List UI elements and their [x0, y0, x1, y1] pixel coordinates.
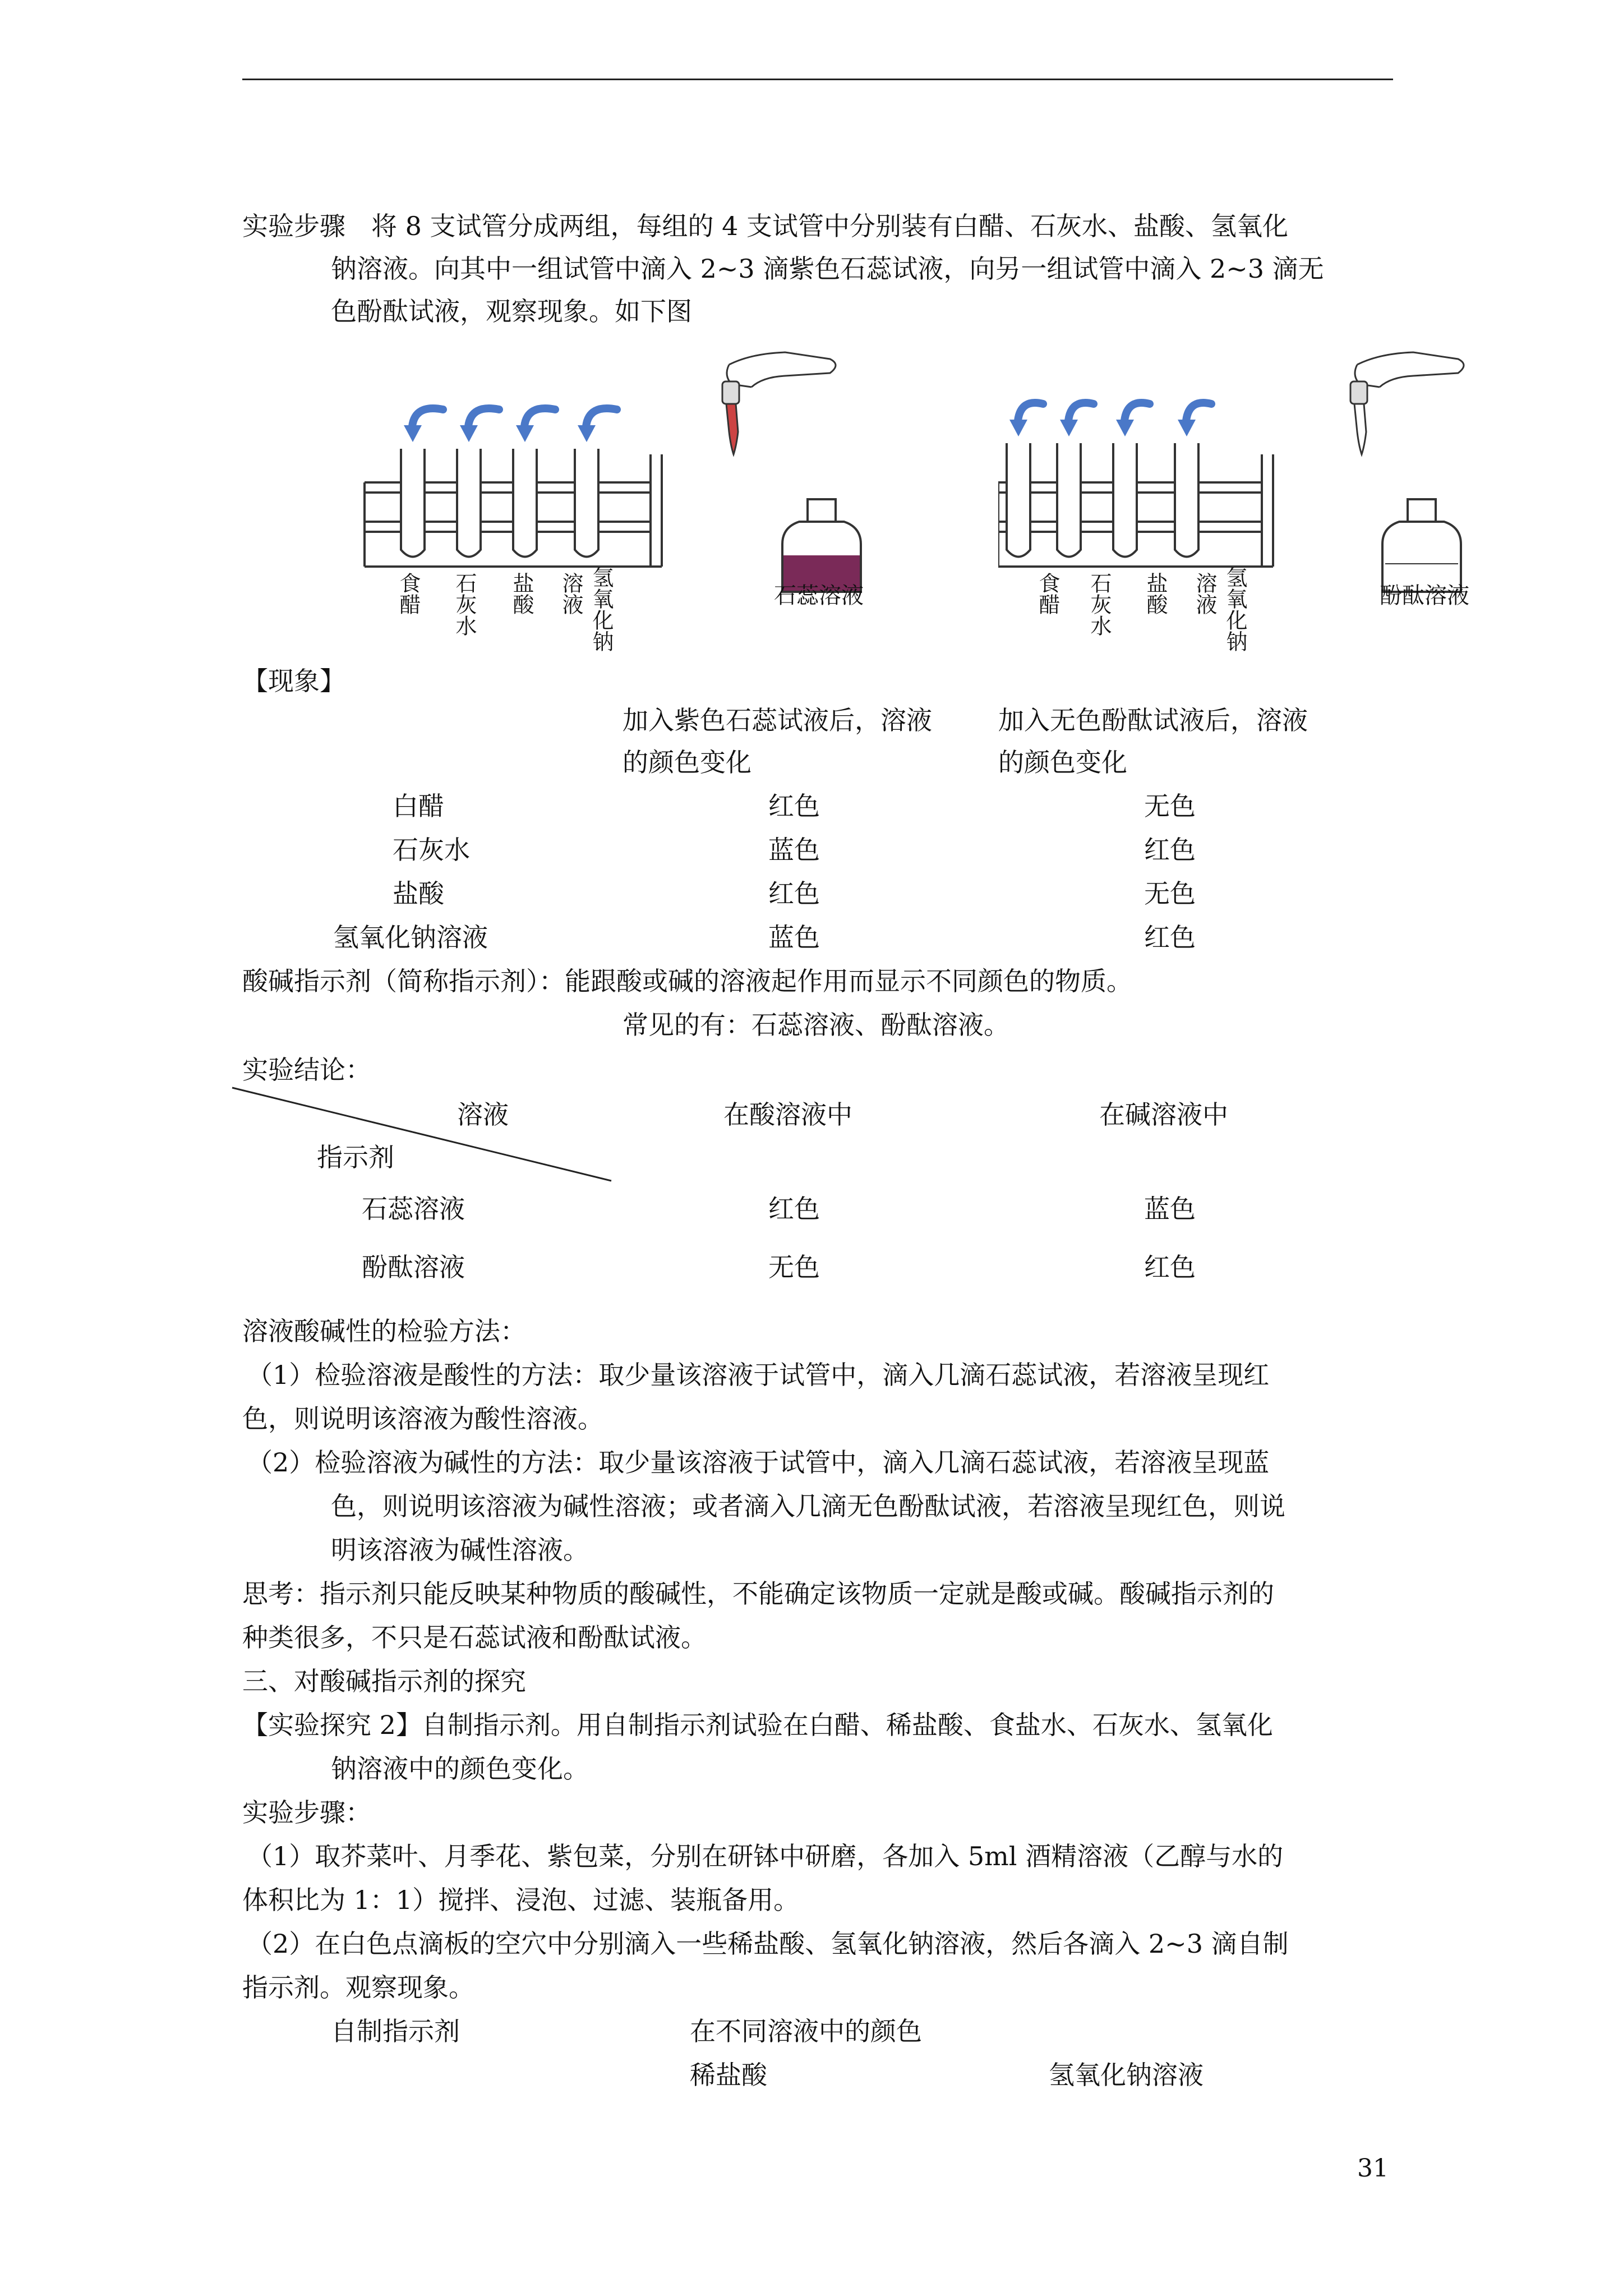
diag-header-indicator: 指示剂 [317, 1142, 394, 1172]
method2-line3: 明该溶液为碱性溶液。 [331, 1535, 589, 1565]
header-rule [242, 79, 1393, 80]
tube-label-3: 盐酸 [509, 572, 534, 615]
row-litmus: 蓝色 [768, 835, 820, 865]
conclusion-row-base: 红色 [1144, 1252, 1196, 1282]
tube-label-r2: 石灰水 [1087, 572, 1112, 636]
phenomenon-heading: 【现象】 [242, 666, 345, 696]
tube-label-1: 食醋 [396, 572, 421, 615]
dropper-hand-icon-2 [1350, 352, 1464, 454]
arrow-heads [404, 425, 596, 442]
conclusion-row-acid: 红色 [768, 1194, 820, 1224]
indicator-definition: 酸碱指示剂（简称指示剂）：能跟酸或碱的溶液起作用而显示不同颜色的物质。 [242, 966, 1132, 996]
probe-line1: 【实验探究 2】自制指示剂。用自制指示剂试验在白醋、稀盐酸、食盐水、石灰水、氢氧化 [242, 1710, 1273, 1740]
diagonal-divider [230, 1085, 623, 1186]
page-number: 31 [1357, 2154, 1389, 2183]
step-line-1: 将 8 支试管分成两组，每组的 4 支试管中分别装有白醋、石灰水、盐酸、氢氧化 [371, 211, 1289, 241]
row-name: 氢氧化钠溶液 [333, 922, 488, 953]
dilute-hcl-subcol: 稀盐酸 [690, 2060, 767, 2090]
step-label: 实验步骤 [242, 211, 345, 241]
drop-arrows [412, 408, 617, 426]
row-phenol: 红色 [1144, 835, 1196, 865]
phenol-col-header-2: 的颜色变化 [998, 747, 1127, 777]
method2-line2: 色，则说明该溶液为碱性溶液；或者滴入几滴无色酚酞试液，若溶液呈现红色，则说 [331, 1491, 1285, 1521]
row-phenol: 无色 [1144, 791, 1196, 821]
drop-arrows-2 [1018, 403, 1211, 421]
step-line-3: 色酚酞试液，观察现象。如下图 [331, 296, 692, 326]
row-litmus: 红色 [768, 791, 820, 821]
row-name: 白醋 [393, 791, 444, 821]
litmus-bottle-label: 石蕊溶液 [774, 583, 864, 609]
test-tubes-2 [1007, 443, 1198, 557]
tube-label-r4: 溶液 [1192, 572, 1217, 615]
tube-label-2: 石灰水 [452, 572, 477, 636]
litmus-col-header-1: 加入紫色石蕊试液后，溶液 [623, 705, 932, 735]
think-line2: 种类很多，不只是石蕊试液和酚酞试液。 [242, 1622, 707, 1653]
diag-header-solution: 溶液 [457, 1099, 509, 1130]
step-line-2: 钠溶液。向其中一组试管中滴入 2~3 滴紫色石蕊试液，向另一组试管中滴入 2~3 滴无 [331, 254, 1324, 284]
col-base-header: 在碱溶液中 [1099, 1099, 1228, 1130]
tube-label-r3: 盐酸 [1143, 572, 1168, 615]
tube-label-5: 氢氧化钠 [589, 567, 614, 652]
think-line1: 思考：指示剂只能反映某种物质的酸碱性，不能确定该物质一定就是酸或碱。酸碱指示剂的 [242, 1579, 1274, 1609]
step2-line2: 指示剂。观察现象。 [242, 1972, 474, 2003]
dropper-hand-icon [722, 352, 836, 454]
homemade-indicator-col: 自制指示剂 [331, 2016, 460, 2046]
color-in-solutions-col: 在不同溶液中的颜色 [690, 2016, 922, 2046]
row-litmus: 蓝色 [768, 922, 820, 953]
row-phenol: 无色 [1144, 878, 1196, 909]
probe-line2: 钠溶液中的颜色变化。 [331, 1754, 589, 1784]
tube-label-r1: 食醋 [1035, 572, 1060, 615]
arrow-heads-2 [1009, 420, 1196, 436]
tube-label-r5: 氢氧化钠 [1223, 567, 1247, 652]
naoh-subcol: 氢氧化钠溶液 [1049, 2060, 1204, 2090]
conclusion-row-name: 石蕊溶液 [362, 1194, 465, 1224]
row-name: 石灰水 [393, 835, 470, 865]
conclusion-row-base: 蓝色 [1144, 1194, 1196, 1224]
row-phenol: 红色 [1144, 922, 1196, 953]
method2-line1: （2）检验溶液为碱性的方法：取少量该溶液于试管中，滴入几滴石蕊试液，若溶液呈现蓝 [247, 1447, 1270, 1478]
conclusion-heading: 实验结论： [242, 1055, 371, 1085]
step2-line1: （2）在白色点滴板的空穴中分别滴入一些稀盐酸、氢氧化钠溶液，然后各滴入 2~3 滴自制 [247, 1929, 1289, 1959]
conclusion-row-acid: 无色 [768, 1252, 820, 1282]
step1-line1: （1）取芥菜叶、月季花、紫包菜，分别在研钵中研磨，各加入 5ml 酒精溶液（乙醇与水的 [247, 1841, 1284, 1871]
methods-heading: 溶液酸碱性的检验方法： [242, 1316, 526, 1346]
step1-line2: 体积比为 1：1）搅拌、浸泡、过滤、装瓶备用。 [242, 1885, 800, 1915]
phenol-col-header-1: 加入无色酚酞试液后，溶液 [998, 705, 1308, 735]
section3-title: 三、对酸碱指示剂的探究 [242, 1666, 526, 1696]
method1-line2: 色，则说明该溶液为酸性溶液。 [242, 1404, 603, 1434]
row-name: 盐酸 [393, 878, 444, 909]
test-tubes [401, 449, 598, 557]
method1-line1: （1）检验溶液是酸性的方法：取少量该溶液于试管中，滴入几滴石蕊试液，若溶液呈现红 [247, 1360, 1270, 1390]
col-acid-header: 在酸溶液中 [723, 1099, 852, 1130]
conclusion-row-name: 酚酞溶液 [362, 1252, 465, 1282]
tube-label-4: 溶液 [559, 572, 583, 615]
indicator-examples: 常见的有：石蕊溶液、酚酞溶液。 [623, 1010, 1009, 1040]
phenol-bottle-label: 酚酞溶液 [1380, 583, 1469, 609]
litmus-col-header-2: 的颜色变化 [623, 747, 751, 777]
steps-heading: 实验步骤： [242, 1797, 371, 1828]
row-litmus: 红色 [768, 878, 820, 909]
